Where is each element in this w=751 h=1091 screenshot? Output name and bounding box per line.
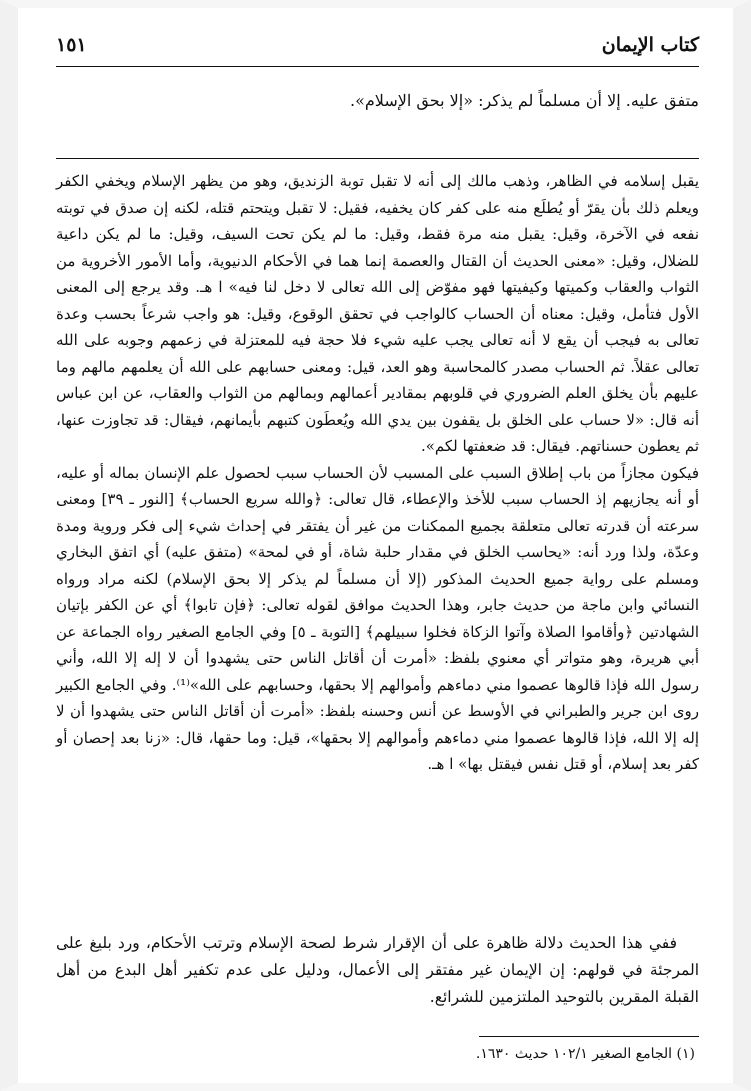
page-number: ١٥١ [56, 34, 87, 56]
commentary-paragraph: فيكون مجازاً من باب إطلاق السبب على المسبب لأن الحساب سبب لحصول علم الإنسان بماله أو عليه، أو أنه يجازيهم إذ الحساب سبب للأخذ والإعطاء، قال تعالى: ﴿والله سريع الحساب﴾ [النور ـ ٣٩] ومعنى سرعته أن قدرته تعالى متعلقة بجميع الممكنات من غير أن يفتقر في إحداث شيء إلى فكر وروية ومدة وعدّة، ولذا ورد أنه: «يحاسب الخلق في مقدار حلبة شاة، أو في لمحة» (متفق عليه) أي اتفق البخاري ومسلم على رواية جميع الحديث المذكور (إلا أن مسلماً لم يذكر إلا بحق الإسلام) لكنه مراد ورواه النسائي وابن ماجة من حديث جابر، وهذا الحديث موافق لقوله تعالى: ﴿فإن تابوا﴾ أي عن الكفر بإتيان الشهادتين ﴿وأقاموا الصلاة وآتوا الزكاة فخلوا سبيلهم﴾ [التوبة ـ ٥] وفي الجامع الصغير رواه الجماعة عن أبي هريرة، وهو متواتر أي معنوي بلفظ: «أمرت أن أقاتل الناس حتى يشهدوا أن لا إله إلا الله، وأني رسول الله فإذا قالوها عصموا مني دماءهم وأموالهم إلا بحقها، وحسابهم على الله»⁽¹⁾. وفي الجامع الكبير روى ابن جرير والطبراني في الأوسط عن أنس وحسنه بلفظ: «أمرت أن أقاتل الناس حتى يشهدوا أن لا إله إلا الله، فإذا قالوها عصموا مني دماءهم وأموالهم إلا بحقها»، قيل: وما حقها، قال: «زنا بعد إحصان أو كفر بعد إسلام، أو قتل نفس فيقتل بها» ا هـ. [56, 463, 699, 773]
commentary-paragraph: يقبل إسلامه في الظاهر، وذهب مالك إلى أنه لا تقبل توبة الزنديق، وهو من يظهر الإسلام ويخفي الكفر ويعلم ذلك بأن يقرّ أو يُطلَع منه على كفر كان يخفيه، فقيل: لا تقبل ويتحتم قتله، لكنه إن صدق في توبته نفعه في الآخرة، وقيل: يقبل منه مرة فقط، وقيل: ما لم يكن تحت السيف، وقيل: ما لم يكن داعية للضلال، وقيل: «معنى الحديث أن القتال والعصمة إنما هما في الأحكام الدنيوية، وأما الأمور الأخروية من الثواب والعقاب وكميتها وكيفيتها فهو مفوّض إلى الله تعالى لا دخل لنا فيه» ا هـ. وقد يرجع إلى المعنى الأول فتأمل، وقيل: معناه أن الحساب كالواجب في تحقق الوقوع، وقيل: هو واجب شرعاً بحسب وعدة تعالى به فيجب أن يقع لا أنه تعالى يجب عليه شيء فلا حجة فيه للمعتزلة في زعمهم وجوبه على الله تعالى عقلاً. ثم الحساب مصدر كالمحاسبة وهو العد، قيل: ومعنى حسابهم على الله أن يعلمهم مالهم وما عليهم بأن يخلق العلم الضروري في قلوبهم بمقادير أعمالهم وبمالهم من الثواب والعقاب، عن ابن عباس أنه قال: «لا حساب على الخلق بل يقفون بين يدي الله ويُعطَون كتبهم بأيمانهم، فيقال: قد تجاوزت عنها، ثم يعطون حسناتهم. فيقال: قد ضعفتها لكم». [56, 172, 699, 455]
page-header [56, 30, 699, 67]
commentary [56, 168, 699, 778]
book-title: كتاب الإيمان [601, 34, 699, 56]
conclusion [56, 930, 699, 1011]
conclusion-paragraph: ففي هذا الحديث دلالة ظاهرة على أن الإقرار شرط لصحة الإسلام وترتب الأحكام، ورد بليغ على المرجئة في قولهم: إن الإيمان غير مفتقر إلى الأعمال، ودليل على عدم تكفير أهل البدع من أهل القبلة المقرين بالتوحيد الملتزمين للشرائع. [56, 934, 699, 1006]
hadith-text: متفق عليه. إلا أن مسلماً لم يذكر: «إلا بحق الإسلام». [350, 91, 699, 110]
footnote-rule [479, 1036, 699, 1037]
footnote: (١) الجامع الصغير ١٠٢/١ حديث ١٦٣٠. [475, 1046, 695, 1062]
separator-rule [56, 158, 699, 159]
